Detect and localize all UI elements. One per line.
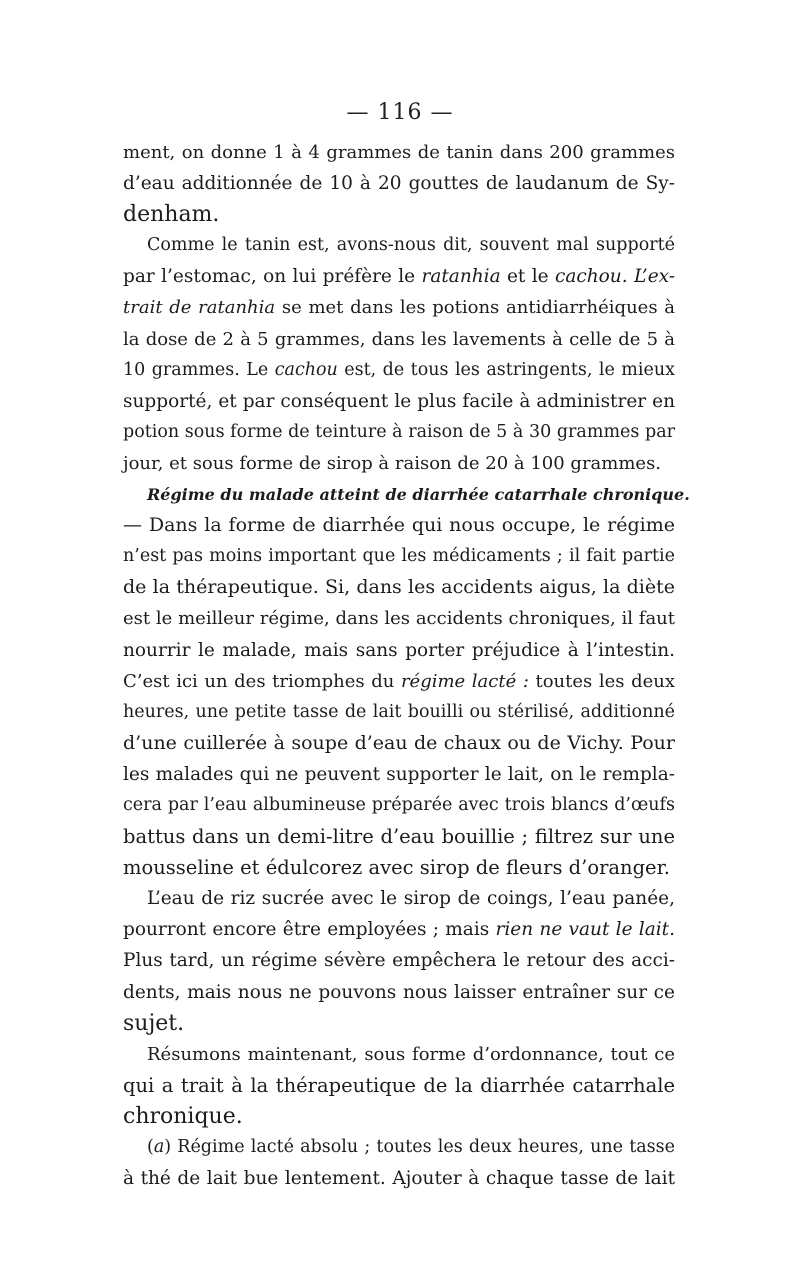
text-line [123, 666, 675, 697]
text-run: à thé de lait bue lentement. Ajouter à chaque tasse de lait [123, 1168, 675, 1190]
text-run: les malades qui ne peuvent supporter le lait, on le rempla- [123, 763, 675, 785]
text-run: C’est ici un des triomphes du [123, 670, 401, 692]
text-run: potion sous forme de teinture à raison de 5 à 30 grammes par [123, 421, 675, 442]
page-number: — 116 — [346, 100, 454, 125]
text-run: ) Régime lacté absolu ; toutes les deux heures, une tasse [164, 1137, 675, 1157]
text-line [123, 977, 675, 1008]
text-line [123, 1008, 675, 1039]
text-line [123, 292, 675, 323]
text-run: mousseline et édulcorez avec sirop de fleurs d’oranger. [123, 856, 670, 880]
text-line [123, 914, 675, 945]
text-line [123, 697, 675, 728]
text-line [123, 168, 675, 199]
text-line [123, 852, 675, 883]
text-line [123, 386, 675, 417]
text-run: toutes les deux [528, 670, 675, 692]
text-line [123, 137, 675, 168]
text-line [123, 821, 675, 852]
section-heading-run: Régime du malade atteint de diarrhée catarrhale chronique. [147, 485, 690, 505]
text-run: — Dans la forme de diarrhée qui nous occupe, le régime [123, 514, 675, 537]
text-line [123, 417, 675, 448]
text-line [123, 510, 675, 541]
text-line [123, 1163, 675, 1194]
text-run: n’est pas moins important que les médicaments ; il fait partie [123, 546, 675, 567]
italic-run: ratanhia [421, 266, 501, 288]
italic-run: a [153, 1137, 165, 1157]
text-run: supporté, et par conséquent le plus facile à administrer en [123, 390, 675, 412]
body-text [123, 137, 690, 1194]
text-run: par l’estomac, on lui préfère le [123, 266, 422, 288]
text-line [123, 541, 675, 572]
text-run: L’eau de riz sucrée avec le sirop de coings, l’eau panée, [147, 888, 675, 910]
text-run: Résumons maintenant, sous forme d’ordonnance, tout ce [147, 1043, 675, 1065]
text-run: nourrir le malade, mais sans porter préjudice à l’intestin. [123, 639, 675, 661]
text-line [123, 1070, 675, 1101]
text-run: est le meilleur régime, dans les accidents chroniques, il faut [123, 608, 675, 630]
text-run: ( [147, 1137, 154, 1157]
text-line [123, 790, 675, 821]
text-line [123, 261, 675, 292]
text-run: et le [500, 266, 555, 288]
text-line [123, 324, 675, 355]
text-run: est, de tous les astringents, le mieux [337, 359, 675, 380]
text-line [123, 603, 675, 634]
italic-run: régime lacté : [400, 670, 529, 692]
text-run: pourront encore être employées ; mais [123, 919, 496, 941]
text-run: chronique. [123, 1103, 243, 1129]
text-line [123, 448, 675, 479]
text-run: sujet. [123, 1010, 185, 1036]
text-line [123, 1039, 675, 1070]
text-line [123, 1101, 675, 1132]
text-line [123, 945, 675, 976]
text-run: cera par l’eau albumineuse préparée avec trois blancs d’œufs [123, 794, 675, 815]
text-line [123, 728, 675, 759]
text-line [123, 572, 675, 603]
text-line [123, 1132, 675, 1163]
text-run: d’une cuillerée à soupe d’eau de chaux ou de Vichy. Pour [123, 731, 675, 754]
text-run: qui a trait à la thérapeutique de la diarrhée catarrhale [123, 1073, 675, 1097]
text-run: jour, et sous forme de sirop à raison de 20 à 100 grammes. [123, 452, 662, 474]
italic-run: cachou [274, 359, 338, 380]
text-run: la dose de 2 à 5 grammes, dans les lavements à celle de 5 à [123, 328, 675, 350]
text-run: denham. [123, 202, 220, 228]
text-run: 10 grammes. Le [123, 359, 275, 380]
text-line [123, 199, 675, 230]
text-run: se met dans les potions antidiarrhéiques à [275, 297, 675, 319]
text-run: de la thérapeutique. Si, dans les accidents aigus, la diète [123, 576, 675, 599]
text-line [123, 230, 675, 261]
text-run: battus dans un demi-litre d’eau bouillie ; filtrez sur une [123, 825, 675, 849]
italic-run: trait de ratanhia [123, 297, 276, 319]
text-line [123, 635, 675, 666]
text-line [123, 355, 675, 386]
text-line [123, 479, 690, 510]
text-line [123, 759, 675, 790]
text-run: dents, mais nous ne pouvons nous laisser entraîner sur ce [123, 981, 675, 1003]
text-run: Plus tard, un régime sévère empêchera le retour des acci- [123, 950, 675, 972]
text-run: heures, une petite tasse de lait bouilli ou stérilisé, additionné [123, 701, 675, 722]
italic-run: cachou. L’ex- [554, 266, 675, 288]
italic-run: rien ne vaut le lait. [495, 919, 675, 941]
text-run: Comme le tanin est, avons-nous dit, souvent mal supporté [147, 235, 675, 256]
text-run: d’eau additionnée de 10 à 20 gouttes de laudanum de Sy- [123, 173, 675, 195]
text-run: ment, on donne 1 à 4 grammes de tanin dans 200 grammes [123, 142, 675, 163]
text-line [123, 883, 675, 914]
